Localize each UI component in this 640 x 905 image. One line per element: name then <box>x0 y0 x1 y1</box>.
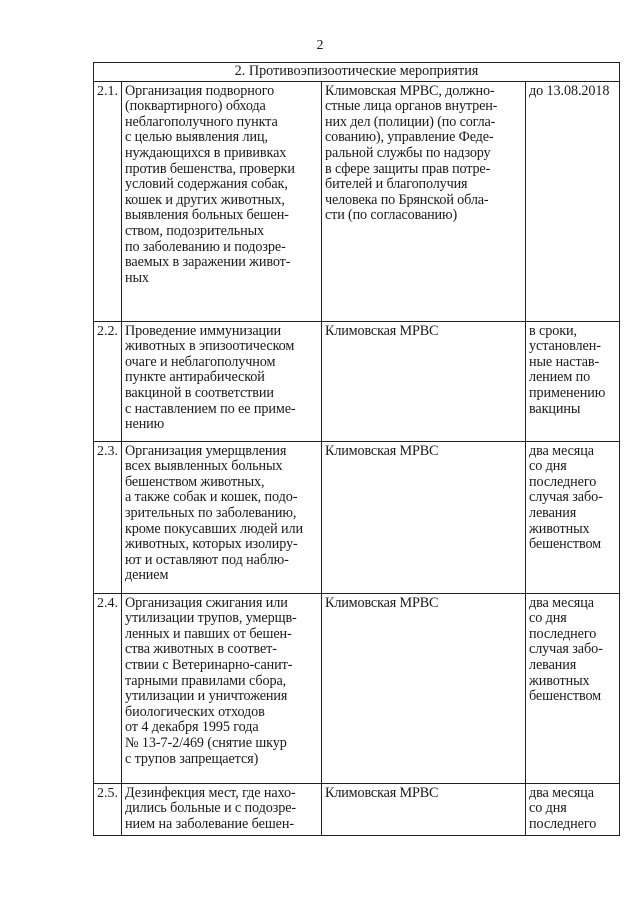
row-number: 2.2. <box>94 321 122 441</box>
action-text-line: бешенством животных, <box>125 473 265 490</box>
deadline-text-line: до 13.08.2018 <box>529 82 610 99</box>
table-row <box>94 783 620 835</box>
deadline-text-line: бешенством <box>529 536 602 553</box>
action-text-line: кошек и других животных, <box>125 191 285 208</box>
action-text-line: утилизации и уничтожения <box>125 688 288 705</box>
deadline-text-line: два месяца <box>529 442 594 459</box>
responsible-text-line: Климовская МРВС <box>325 784 439 801</box>
deadline-text-line: со дня <box>529 800 567 817</box>
action-text-line: утилизации трупов, умерщв- <box>125 610 297 627</box>
table-row <box>94 81 620 321</box>
action-text-line: против бешенства, проверки <box>125 160 295 177</box>
responsible-text-line: Климовская МРВС <box>325 442 439 459</box>
action-text-line: с целью выявления лиц, <box>125 129 268 146</box>
action-text-line: дением <box>125 567 169 584</box>
action-text-line: ствии с Ветеринарно-санит- <box>125 656 293 673</box>
action-cell <box>122 81 322 321</box>
deadline-text-line: бешенством <box>529 688 602 705</box>
deadline-text-line: в сроки, <box>529 322 577 339</box>
table-row <box>94 321 620 441</box>
action-text-line: от 4 декабря 1995 года <box>125 719 259 736</box>
section-header-row <box>94 63 620 82</box>
responsible-cell <box>322 783 526 835</box>
action-text-line: выявления больных бешен- <box>125 207 289 224</box>
deadline-text-line: последнего <box>529 815 597 832</box>
deadline-text-line: ные настав- <box>529 353 600 370</box>
row-number: 2.5. <box>94 783 122 835</box>
responsible-text-line: Климовская МРВС <box>325 322 439 339</box>
action-cell <box>122 441 322 593</box>
deadline-cell <box>526 81 620 321</box>
deadline-text-line: вакцины <box>529 400 581 417</box>
deadline-text-line: левания <box>529 504 577 521</box>
action-text-line: Проведение иммунизации <box>125 322 282 339</box>
action-text-line: с наставлением по ее приме- <box>125 400 296 417</box>
deadline-text-line: лением по <box>529 369 591 386</box>
action-text-line: животных в эпизоотическом <box>125 338 295 355</box>
action-cell <box>122 783 322 835</box>
page-number: 2 <box>316 38 324 53</box>
responsible-text-line: человека по Брянской обла- <box>325 191 489 208</box>
measures-table <box>93 62 620 836</box>
action-text-line: Организация подворного <box>125 82 275 99</box>
deadline-text-line: со дня <box>529 610 567 627</box>
action-text-line: ваемых в заражении живот- <box>125 254 291 271</box>
section-title: 2. Противоэпизоотические мероприятия <box>94 63 620 82</box>
responsible-text-line: в сфере защиты прав потре- <box>325 160 491 177</box>
responsible-text-line: ральной службы по надзору <box>325 144 491 161</box>
responsible-text-line: сованию), управление Феде- <box>325 129 494 146</box>
action-text-line: тарными правилами сбора, <box>125 672 287 689</box>
responsible-text-line: сти (по согласованию) <box>325 207 458 224</box>
action-text-line: нению <box>125 416 165 433</box>
deadline-text-line: случая забо- <box>529 489 603 506</box>
action-text-line: всех выявленных больных <box>125 458 283 475</box>
action-text-line: ют и оставляют под наблю- <box>125 551 289 568</box>
responsible-text-line: них дел (полиции) (по согла- <box>325 113 496 130</box>
action-text-line: (поквартирного) обхода <box>125 98 266 115</box>
action-text-line: животных, которых изолиру- <box>125 536 298 553</box>
responsible-cell <box>322 593 526 783</box>
action-text-line: неблагополучного пункта <box>125 113 278 130</box>
deadline-text-line: последнего <box>529 625 597 642</box>
action-cell <box>122 593 322 783</box>
action-text-line: зрительных по заболеванию, <box>125 504 297 521</box>
deadline-text-line: животных <box>529 672 590 689</box>
action-text-line: нием на заболевание бешен- <box>125 815 294 832</box>
row-number: 2.1. <box>94 81 122 321</box>
action-text-line: ленных и павших от бешен- <box>125 625 292 642</box>
action-text-line: нуждающихся в прививках <box>125 144 287 161</box>
action-text-line: Организация сжигания или <box>125 594 288 611</box>
responsible-cell <box>322 441 526 593</box>
deadline-text-line: левания <box>529 656 577 673</box>
deadline-text-line: два месяца <box>529 594 594 611</box>
responsible-cell <box>322 81 526 321</box>
action-text-line: ных <box>125 269 149 286</box>
action-text-line: биологических отходов <box>125 703 265 720</box>
responsible-text-line: бителей и благополучия <box>325 176 468 193</box>
action-text-line: Организация умерщвления <box>125 442 287 459</box>
action-text-line: дились больные и с подозре- <box>125 800 297 817</box>
deadline-text-line: применению <box>529 384 606 401</box>
row-number: 2.3. <box>94 441 122 593</box>
action-text-line: по заболеванию и подозре- <box>125 238 286 255</box>
deadline-text-line: со дня <box>529 458 567 475</box>
deadline-cell <box>526 441 620 593</box>
deadline-text-line: последнего <box>529 473 597 490</box>
deadline-text-line: животных <box>529 520 590 537</box>
action-text-line: а также собак и кошек, подо- <box>125 489 298 506</box>
row-number: 2.4. <box>94 593 122 783</box>
deadline-text-line: случая забо- <box>529 641 603 658</box>
action-text-line: очаге и неблагополучном <box>125 353 276 370</box>
table-row <box>94 441 620 593</box>
responsible-text-line: Климовская МРВС <box>325 594 439 611</box>
deadline-cell <box>526 783 620 835</box>
deadline-cell <box>526 321 620 441</box>
action-text-line: ством, подозрительных <box>125 222 265 239</box>
action-text-line: № 13-7-2/469 (снятие шкур <box>125 734 287 751</box>
action-text-line: вакциной в соответствии <box>125 384 274 401</box>
action-text-line: условий содержания собак, <box>125 176 288 193</box>
action-text-line: ства животных в соответ- <box>125 641 277 658</box>
action-text-line: Дезинфекция мест, где нахо- <box>125 784 296 801</box>
action-cell <box>122 321 322 441</box>
deadline-text-line: установлен- <box>529 338 601 355</box>
responsible-cell <box>322 321 526 441</box>
action-text-line: пункте антирабической <box>125 369 265 386</box>
responsible-text-line: Климовская МРВС, должно- <box>325 82 495 99</box>
deadline-text-line: два месяца <box>529 784 594 801</box>
action-text-line: с трупов запрещается) <box>125 750 259 767</box>
table-row <box>94 593 620 783</box>
action-text-line: кроме покусавших людей или <box>125 520 304 537</box>
responsible-text-line: стные лица органов внутрен- <box>325 98 498 115</box>
deadline-cell <box>526 593 620 783</box>
